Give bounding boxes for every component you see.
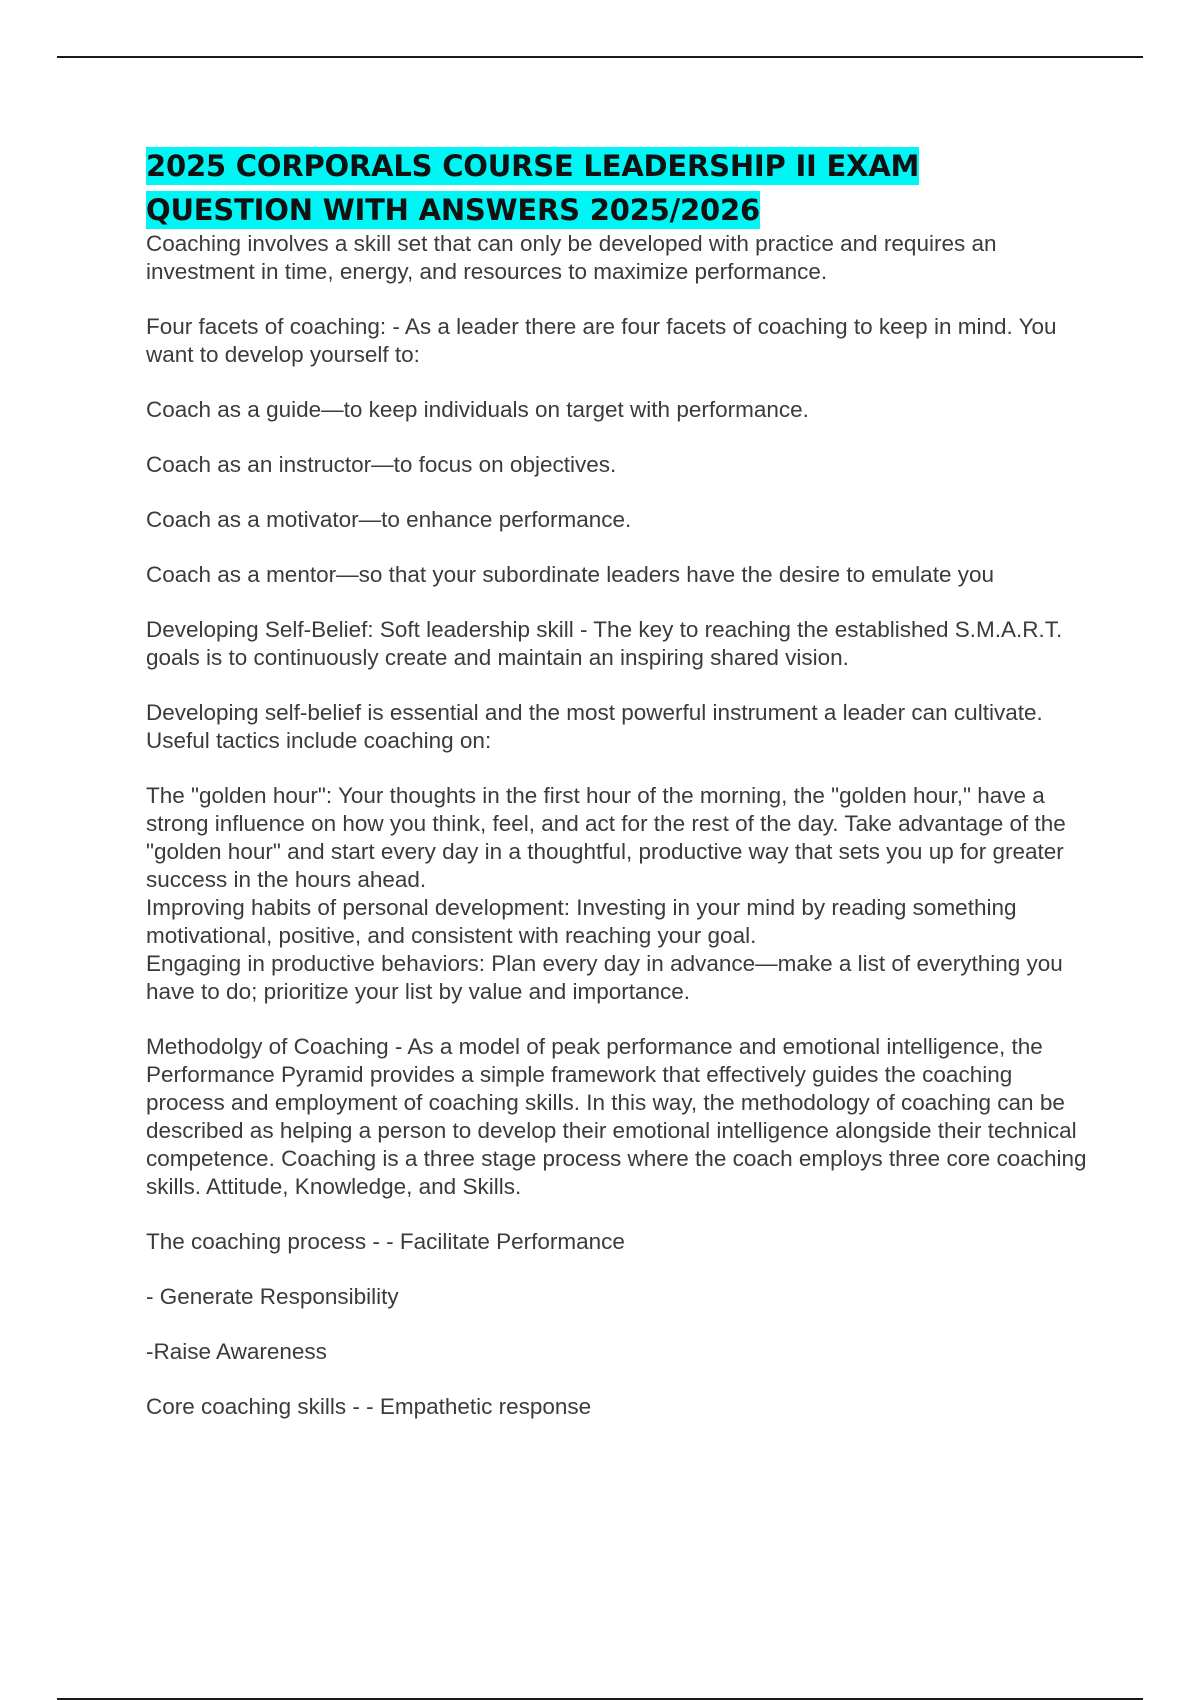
paragraph-behaviors: Engaging in productive behaviors: Plan every day in advance—make a list of everything you have to do; prioritize your list by value and importance. (146, 951, 1063, 1004)
paragraph-coach-guide: Coach as a guide—to keep individuals on target with performance. (146, 397, 809, 422)
document-title (146, 144, 1091, 232)
paragraph-habits: Improving habits of personal development: Investing in your mind by reading something motivational, positive, and consistent with reaching your goal. (146, 895, 1017, 948)
paragraph-coach-instructor: Coach as an instructor—to focus on objectives. (146, 452, 617, 477)
paragraph-generate-responsibility: - Generate Responsibility (146, 1284, 399, 1309)
paragraph-raise-awareness: -Raise Awareness (146, 1339, 327, 1364)
paragraph-four-facets: Four facets of coaching: - As a leader there are four facets of coaching to keep in mind. You want to develop yourself to: (146, 314, 1057, 367)
paragraph-methodology: Methodolgy of Coaching - As a model of peak performance and emotional intelligence, the Performance Pyramid provides a simple framework that effectively guides the coaching process and employment of coaching skills. In this way, the methodology of coaching can be described as helping a person to develop their emotional intelligence alongside their technical competence. Coaching is a three stage process where the coach employs three core coaching skills. Attitude, Knowledge, and Skills. (146, 1034, 1087, 1199)
paragraph-self-belief: Developing Self-Belief: Soft leadership skill - The key to reaching the established S.M.A.R.T. goals is to continuously create and maintain an inspiring shared vision. (146, 617, 1063, 670)
paragraph-self-belief-essential: Developing self-belief is essential and the most powerful instrument a leader can cultivate. Useful tactics include coaching on: (146, 700, 1043, 753)
top-rule (57, 56, 1143, 58)
paragraph-coach-motivator: Coach as a motivator—to enhance performance. (146, 507, 632, 532)
document-body (146, 144, 1091, 1448)
paragraph-golden-hour: The "golden hour": Your thoughts in the first hour of the morning, the "golden hour," have a strong influence on how you think, feel, and act for the rest of the day. Take advantage of the "golden hour" and start every day in a thoughtful, productive way that sets you up for greater success in the hours ahead. (146, 783, 1066, 892)
paragraph-intro: Coaching involves a skill set that can only be developed with practice and requires an investment in time, energy, and resources to maximize performance. (146, 231, 997, 284)
paragraph-coach-mentor: Coach as a mentor—so that your subordinate leaders have the desire to emulate you (146, 562, 994, 587)
paragraph-core-skills: Core coaching skills - - Empathetic response (146, 1394, 592, 1419)
title-highlight: 2025 CORPORALS COURSE LEADERSHIP II EXAM QUESTION WITH ANSWERS 2025/2026 (146, 149, 920, 227)
paragraph-coaching-process: The coaching process - - Facilitate Performance (146, 1229, 625, 1254)
